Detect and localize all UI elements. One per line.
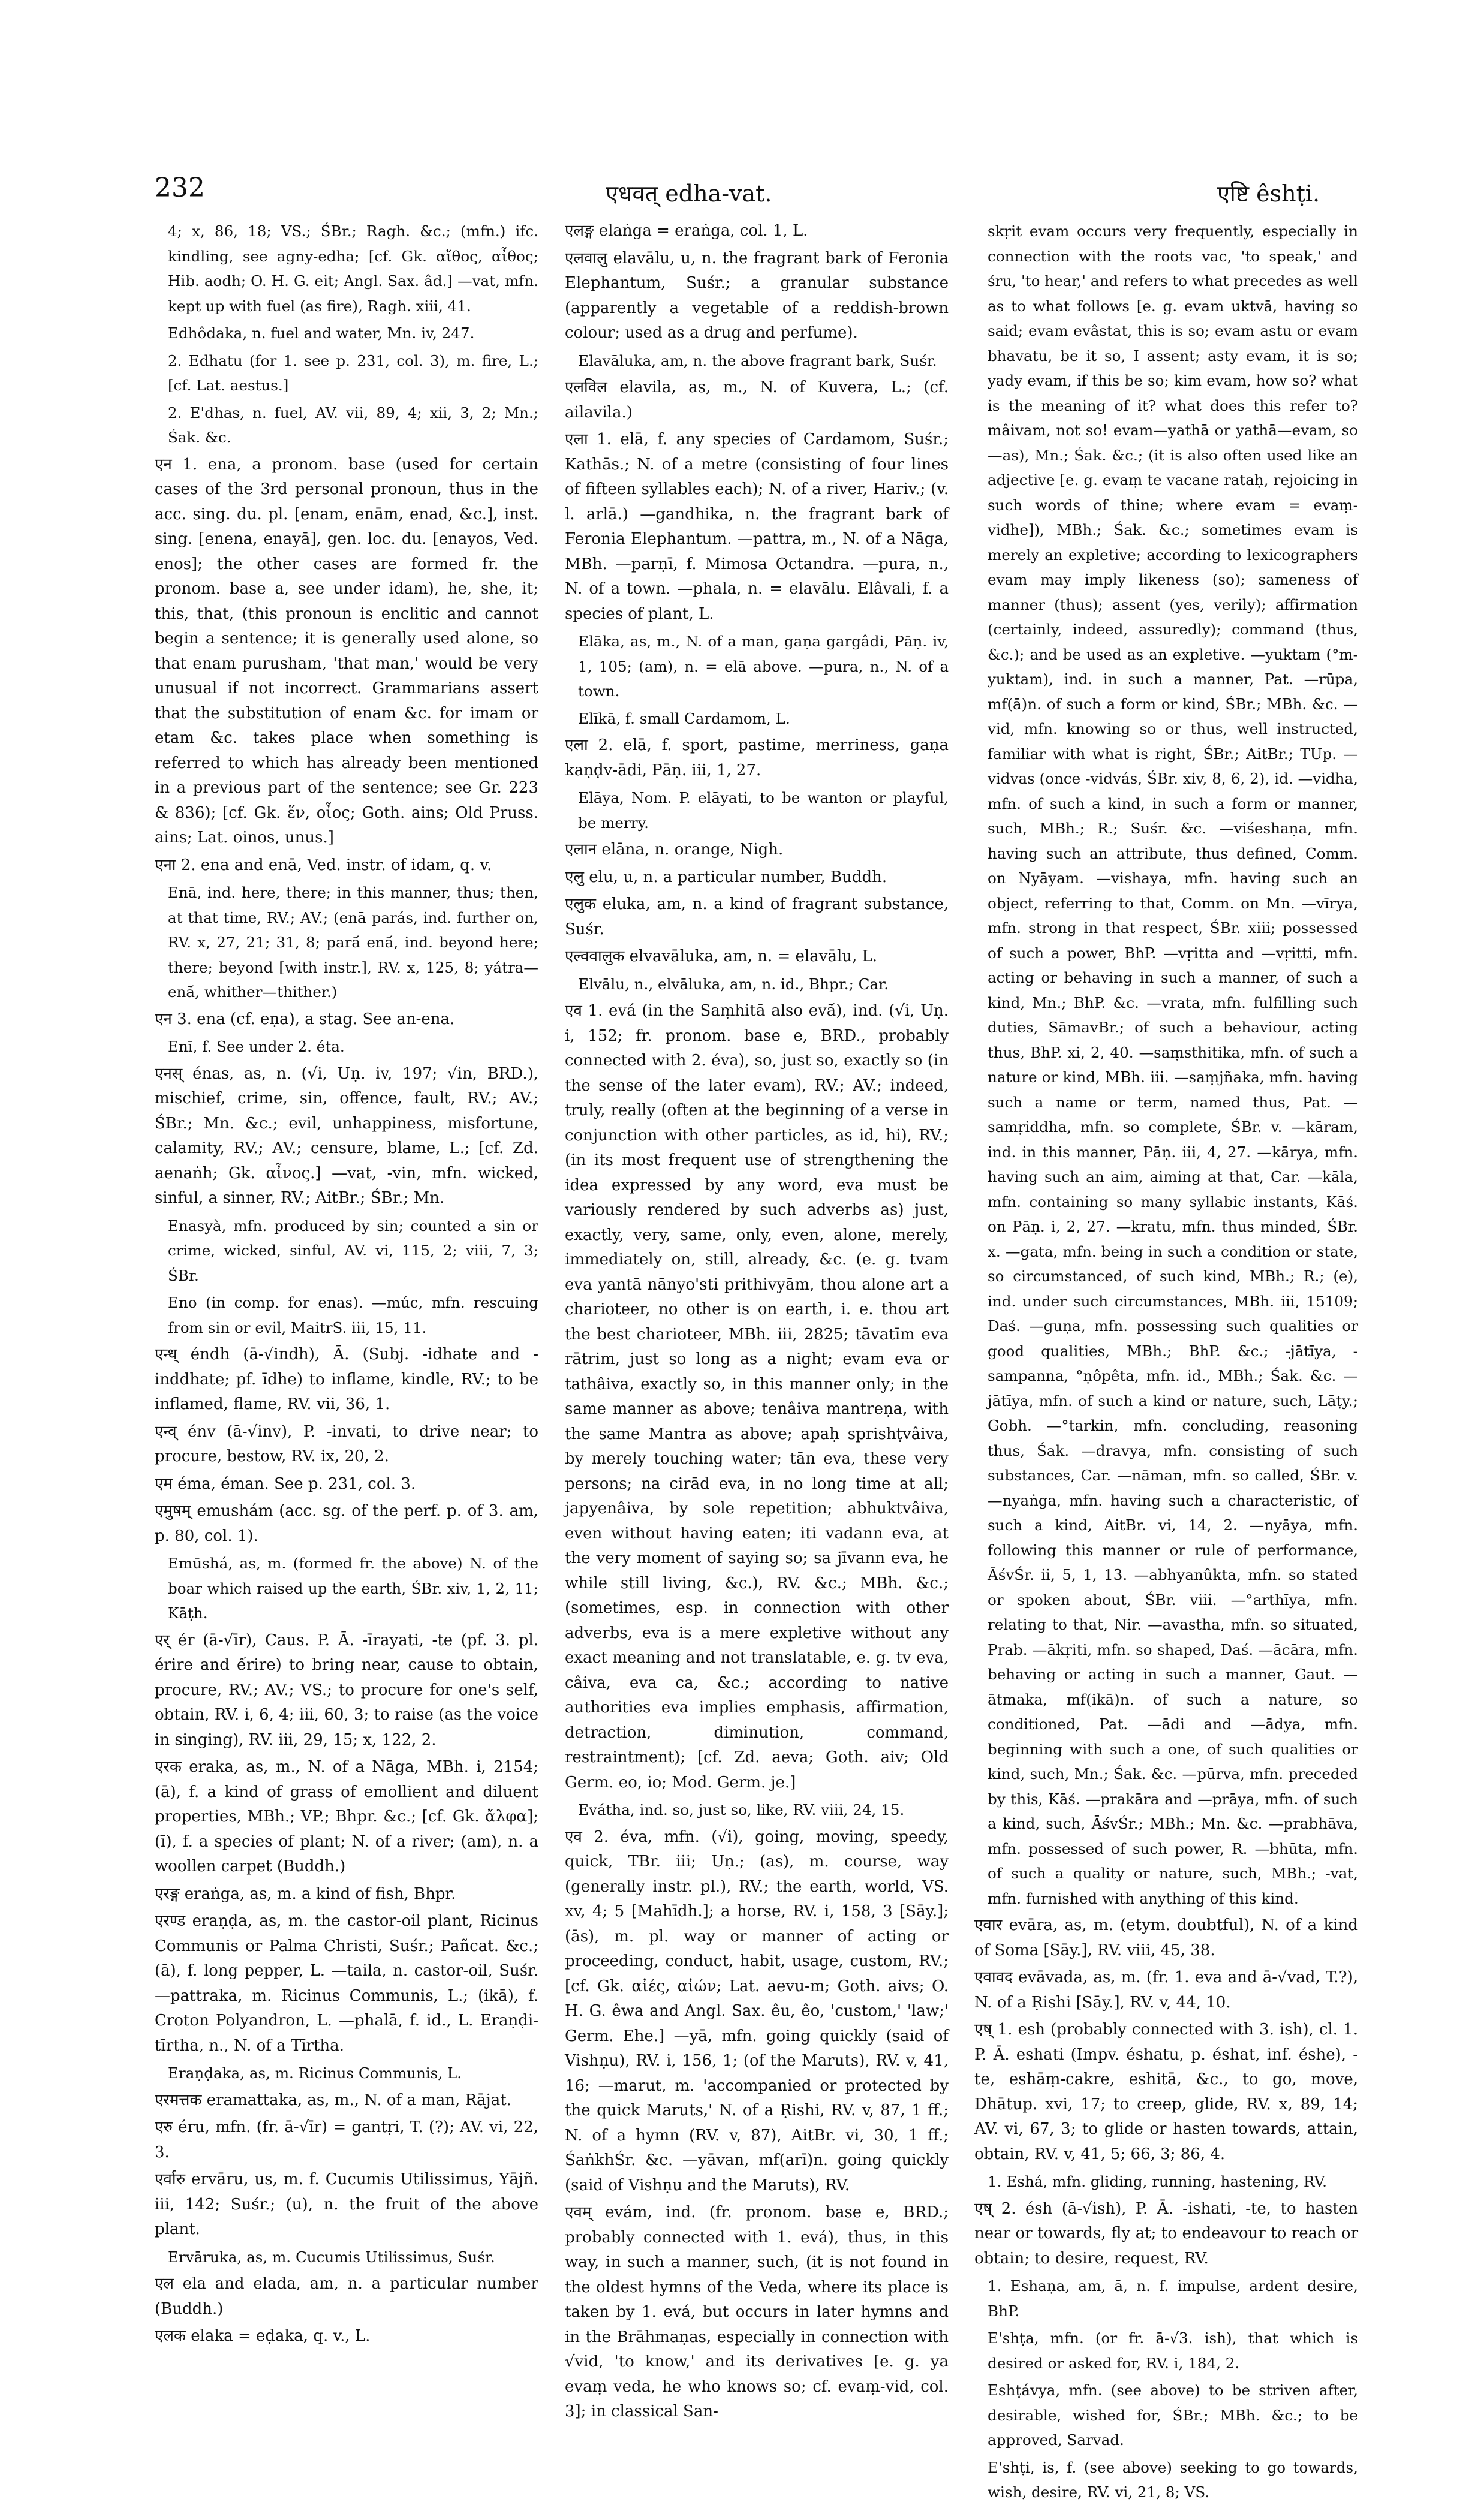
dictionary-entry: Ervāruka, as, m. Cucumis Utilissimus, Suśr.: [168, 2248, 495, 2266]
dictionary-entry: skṛit evam occurs very frequently, especially in connection with the roots vac, 'to speak,' and śru, 'to hear,' and refers to what precedes as well as to what follows [e. g. evam uktvā, having so said; evam evâstat, this is so; evam astu or evam bhavatu, be it so, I assent; asty evam, it is so; yady evam, if this be so; kim evam, how so? what is the meaning of it? what does this refer to? mâivam, not so! evam—yathā or yathā—evam, so—as), Mn.; Śak. &c.; (it is also often used like an adjective [e. g. evaṃ te vacane rataḥ, rejoicing in such words of thine; where evam = evaṃ-vidhe]), MBh.; Śak. &c.; sometimes evam is merely an expletive; according to lexicographers evam may imply likeness (so); sameness of manner (thus); assent (yes, verily); affirmation (certainly, indeed, assuredly); command (thus, &c.); and be used as an expletive. —yuktam (°m-yuktam), ind. in such a manner, Pat. —rūpa, mf(ā)n. of such a form or kind, ŚBr.; MBh. &c. —vid, mfn. knowing so or thus, well instructed, familiar with what is right, ŚBr.; AitBr.; TUp. —vidvas (once -vidvás, ŚBr. xiv, 8, 6, 2), id. —vidha, mfn. of such a kind, in such a form or manner, such, MBh.; R.; Suśr. &c. —viśeshaṇa, mfn. having such an attribute, thus defined, Comm. on Nyāyam. —vishaya, mfn. having such an object, referring to that, Comm. on Mn. —vīrya, mfn. strong in that respect, ŚBr. xiii; possessed of such a power, BhP. —vṛitta and —vṛitti, mfn. acting or behaving in such a manner, of such a kind, Mn.; BhP. &c. —vrata, mfn. fulfilling such duties, SāmavBr.; of such a behaviour, acting thus, BhP. xi, 2, 40. —saṃsthitika, mfn. of such a nature or kind, MBh. iii. —saṃjñaka, mfn. having such a name or term, named thus, Pat. —samṛiddha, mfn. so complete, ŚBr. v. —kāram, ind. in this manner, Pāṇ. iii, 4, 27. —kārya, mfn. having such an aim, aiming at that, Car. —kāla, mfn. containing so many syllabic instants, Kāś. on Pāṇ. i, 2, 27. —kratu, mfn. thus minded, ŚBr. x. —gata, mfn. being in such a condition or state, so circumstanced, of such kind, MBh.; R.; (e), ind. under such circumstances, MBh. iii, 15109; Daś. —guṇa, mfn. possessing such qualities or good qualities, MBh.; BhP. &c.; -jātīya, -sampanna, °ṇôpêta, mfn. id., MBh.; Śak. &c. —jātīya, mfn. of such a kind or nature, such, Lāṭy.; Gobh. —°tarkin, mfn. concluding, reasoning thus, Śak. —dravya, mfn. consisting of such substances, Car. —nāman, mfn. so called, ŚBr. v. —nyaṅga, mfn. having such a characteristic, of such a kind, AitBr. vi, 14, 2. —nyāya, mfn. following this manner or rule of performance, ĀśvŚr. ii, 5, 1, 13. —abhyanûkta, mfn. so stated or spoken about, ŚBr. viii. —°arthīya, mfn. relating to that, Nir. —avastha, mfn. so situated, Prab. —ākṛiti, mfn. so shaped, Daś. —ācāra, mfn. behaving or acting in such a manner, Gaut. —ātmaka, mf(ikā)n. of such a nature, so conditioned, Pat. —ādi and —ādya, mfn. beginning with such a one, of such qualities or kind, such, Mn.; Śak. &c. —pūrva, mfn. preceded by this, Kāś. —prakāra and —prāya, mfn. of such a kind, such, ĀśvŚr.; MBh.; Mn. &c. —prabhāva, mfn. possessed of such power, R. —bhūta, mfn. of such a quality or nature, such, MBh.; -vat, mfn. furnished with anything of this kind.: [988, 222, 1358, 1907]
column-3: [974, 219, 1358, 2501]
dictionary-entry: Elavāluka, am, n. the above fragrant bark, Suśr.: [578, 351, 937, 369]
right-headword: एष्टि êshṭi.: [1217, 180, 1320, 207]
dictionary-entry: Evátha, ind. so, just so, like, RV. viii, 24, 15.: [578, 1801, 905, 1818]
dictionary-entry: 4; x, 86, 18; VS.; ŚBr.; Ragh. &c.; (mfn.) ifc. kindling, see agny-edha; [cf. Gk. αἴθος, αἶθος; Hib. aodh; O. H. G. eit; Angl. Sax. âd.] —vat, mfn. kept up with fuel (as fire), Ragh. xiii, 41.: [168, 222, 538, 315]
dictionary-entry: एर्वारु ervāru, us, m. f. Cucumis Utilissimus, Yājñ. iii, 142; Suśr.; (u), n. the fruit of the above plant.: [155, 2170, 538, 2238]
dictionary-entry: एलङ्ग elaṅga = eraṅga, col. 1, L.: [565, 222, 808, 240]
dictionary-entry: Eraṇḍaka, as, m. Ricinus Communis, L.: [168, 2064, 462, 2082]
dictionary-entry: एव 2. éva, mfn. (√i), going, moving, speedy, quick, TBr. iii; Uṇ.; (as), m. course, way (generally instr. pl.), RV.; the earth, world, VS. xv, 4; 5 [Mahīdh.]; a horse, RV. i, 158, 3 [Sāy.]; (ās), m. pl. way or manner of acting or proceeding, conduct, habit, usage, custom, RV.; [cf. Gk. αἰές, αἰών; Lat. aevu-m; Goth. aivs; O. H. G. êwa and Angl. Sax. êu, êo, 'custom,' 'law;' Germ. Ehe.] —yā, mfn. going quickly (said of Vishṇu), RV. i, 156, 1; (of the Maruts), RV. v, 41, 16; —marut, m. 'accompanied or protected by the quick Maruts,' N. of a Ṛishi, RV. v, 87, 1 ff.; N. of a hymn (RV. v, 87), AitBr. vi, 30, 1 ff.; ŚaṅkhŚr. &c. —yāvan, mf(arī)n. going quickly (said of Vishṇu and the Maruts), RV.: [565, 1827, 949, 2194]
dictionary-entry: एव 1. evá (in the Saṃhitā also evā́), ind. (√i, Uṇ. i, 152; fr. pronom. base e, BRD., probably connected with 2. éva), so, just so, exactly so (in the sense of the later evam), RV.; AV.; indeed, truly, really (often at the beginning of a verse in conjunction with other particles, as id, hi), RV.; (in its most frequent use of strengthening the idea expressed by any word, eva must be variously rendered by such adverbs as) just, exactly, very, same, only, even, alone, merely, immediately on, still, already, &c. (e. g. tvam eva yantā nānyo'sti prithivyām, thou alone art a charioteer, no other is on earth, i. e. thou art the best charioteer, MBh. iii, 2825; tāvatīm eva rātrim, just so long as a night; evam eva or tathâiva, exactly so, in this manner only; in the same manner as above; tenâiva mantreṇa, with the same Mantra as above; apaḥ sprishṭvâiva, by merely touching water; tān eva, these very persons; na cirād eva, in no long time at all; japyenâiva, by sole repetition; abhuktvâiva, even without having eaten; iti vadann eva, at the very moment of saying so; sa jīvann eva, he while still living, &c.), RV. &c.; MBh. &c.; (sometimes, esp. in connection with other adverbs, eva is a mere expletive without any exact meaning and not translatable, e. g. tv eva, câiva, eva ca, &c.; according to native authorities eva implies emphasis, affirmation, detraction, diminution, command, restraintment); [cf. Zd. aeva; Goth. aiv; Old Germ. eo, io; Mod. Germ. je.]: [565, 1002, 949, 1792]
dictionary-entry: एलान elāna, n. orange, Nigh.: [565, 841, 784, 859]
dictionary-entry: एमुषम् emushám (acc. sg. of the perf. p. of 3. am, p. 80, col. 1).: [155, 1502, 538, 1545]
dictionary-entry: एल ela and elada, am, n. a particular number (Buddh.): [155, 2275, 538, 2318]
dictionary-entry: एम éma, éman. See p. 231, col. 3.: [155, 1474, 416, 1493]
dictionary-entry: एरमत्तक eramattaka, as, m., N. of a man, Rājat.: [155, 2091, 511, 2109]
page-number: 232: [155, 173, 205, 203]
dictionary-entry: एला 1. elā, f. any species of Cardamom, Suśr.; Kathās.; N. of a metre (consisting of four lines of fifteen syllables each); N. of a river, Hariv.; (v. l. arlā.) —gandhika, n. the fragrant bark of Feronia Elephantum. —pattra, m., N. of a Nāga, MBh. —parṇī, f. Mimosa Octandra. —pura, n., N. of a town. —phala, n. = elavālu. Elâvali, f. a species of plant, L.: [565, 430, 949, 623]
dictionary-entry: Elāya, Nom. P. elāyati, to be wanton or playful, be merry.: [578, 789, 949, 832]
dictionary-entry: Elīkā, f. small Cardamom, L.: [578, 709, 790, 727]
dictionary-entry: एरङ्ग eraṅga, as, m. a kind of fish, Bhpr.: [155, 1884, 456, 1903]
dictionary-entry: एलविल elavila, as, m., N. of Kuvera, L.; (cf. ailavila.): [565, 378, 949, 421]
dictionary-entry: एन्व् énv (ā-√inv), P. -invati, to drive near; to procure, bestow, RV. ix, 20, 2.: [155, 1422, 538, 1465]
dictionary-entry: एना 2. ena and enā, Ved. instr. of idam, q. v.: [155, 856, 492, 874]
dictionary-entry: एन 1. ena, a pronom. base (used for certain cases of the 3rd personal pronoun, thus in the acc. sing. du. pl. [enam, enām, enad, &c.], inst. sing. [enena, enayā], gen. loc. du. [enayos, Ved. enos]; the other cases are formed fr. the pronom. base a, see under idam), he, she, it; this, that, (this pronoun is enclitic and cannot begin a sentence; it is generally used alone, so that enam purusham, 'that man,' would be very unusual if not incorrect. Grammarians assert that the substitution of enam &c. for imam or etam &c. takes place when something is referred to which has already been mentioned in a previous part of the sentence; see Gr. 223 & 836); [cf. Gk. ἕν, οἶος; Goth. ains; Old Pruss. ains; Lat. oinos, unus.]: [155, 455, 538, 847]
dictionary-entry: 1. Eshaṇa, am, ā, n. f. impulse, ardent desire, BhP.: [988, 2277, 1358, 2320]
dictionary-entry: Elvālu, n., elvāluka, am, n. id., Bhpr.; Car.: [578, 975, 889, 993]
dictionary-entry: एलुक eluka, am, n. a kind of fragrant substance, Suśr.: [565, 895, 949, 938]
dictionary-entry: एर् ér (ā-√īr), Caus. P. Ā. -īrayati, -te (pf. 3. pl. érire and ếrire) to bring near, cause to obtain, procure, RV.; AV.; VS.; to procure for one's self, obtain, RV. i, 6, 4; iii, 60, 3; to raise (as the voice in singing), RV. iii, 29, 15; x, 122, 2.: [155, 1631, 538, 1749]
dictionary-entry: एवावद evāvada, as, m. (fr. 1. eva and ā-√vad, T.?), N. of a Ṛishi [Sāy.], RV. v, 44, 10.: [974, 1968, 1358, 2012]
dictionary-entry: एलवालु elavālu, u, n. the fragrant bark of Feronia Elephantum, Suśr.; a granular substance (apparently a vegetable of a reddish-brown colour; used as a drug and perfume).: [565, 249, 949, 342]
dictionary-entry: एष् 2. ésh (ā-√ish), P. Ā. -ishati, -te, to hasten near or towards, fly at; to endeavour to reach or obtain; to desire, request, RV.: [974, 2199, 1358, 2268]
dictionary-entry: Eshṭávya, mfn. (see above) to be striven after, desirable, wished for, ŚBr.; MBh. &c.; to be approved, Sarvad.: [988, 2381, 1358, 2449]
dictionary-entry: Enī, f. See under 2. éta.: [168, 1038, 345, 1055]
dictionary-entry: Enā, ind. here, there; in this manner, thus; then, at that time, RV.; AV.; (enā parás, ind. further on, RV. x, 27, 21; 31, 8; parā́ enā́, ind. beyond here; there; beyond [with instr.], RV. x, 125, 8; yátra—enā́, whither—thither.): [168, 884, 538, 1001]
column-1: [155, 219, 538, 2345]
dictionary-entry: एलु elu, u, n. a particular number, Buddh.: [565, 868, 887, 886]
dictionary-entry: एल्ववालुक elvavāluka, am, n. = elavālu, L.: [565, 947, 878, 965]
dictionary-entry: Emūshá, as, m. (formed fr. the above) N. of the boar which raised up the earth, ŚBr. xiv, 1, 2, 11; Kāṭh.: [168, 1555, 538, 1622]
dictionary-entry: एन 3. ena (cf. eṇa), a stag. See an-ena.: [155, 1010, 455, 1028]
dictionary-entry: Elāka, as, m., N. of a man, gaṇa gargâdi, Pāṇ. iv, 1, 105; (am), n. = elā above. —pura, n., N. of a town.: [578, 633, 949, 700]
dictionary-entry: एवार evāra, as, m. (etym. doubtful), N. of a kind of Soma [Sāy.], RV. viii, 45, 38.: [974, 1916, 1358, 1959]
dictionary-entry: 1. Eshá, mfn. gliding, running, hastening, RV.: [988, 2173, 1327, 2190]
column-2: [565, 219, 949, 2420]
dictionary-entry: 2. Edhatu (for 1. see p. 231, col. 3), m. fire, L.; [cf. Lat. aestus.]: [168, 351, 538, 394]
dictionary-entry: एलक elaka = eḍaka, q. v., L.: [155, 2327, 371, 2345]
dictionary-entry: E'shṭa, mfn. (or fr. ā-√3. ish), that which is desired or asked for, RV. i, 184, 2.: [988, 2329, 1358, 2372]
dictionary-entry: एन्ध् éndh (ā-√indh), Ā. (Subj. -idhate and -inddhate; pf. īdhe) to inflame, kindle, RV.; to be inflamed, flame, RV. vii, 36, 1.: [155, 1345, 538, 1413]
dictionary-entry: एरु éru, mfn. (fr. ā-√īr) = gantṛi, T. (?); AV. vi, 22, 3.: [155, 2118, 538, 2161]
dictionary-entry: एनस् énas, as, n. (√i, Uṇ. iv, 197; √in, BRD.), mischief, crime, sin, offence, fault, RV.; AV.; ŚBr.; Mn. &c.; evil, unhappiness, misfortune, calamity, RV.; AV.; censure, blame, L.; [cf. Zd. aenaṅh; Gk. αἶνος.] —vat, -vin, mfn. wicked, sinful, a sinner, RV.; AitBr.; ŚBr.; Mn.: [155, 1064, 538, 1207]
dictionary-entry: एवम् evám, ind. (fr. pronom. base e, BRD.; probably connected with 1. evá), thus, in this way, in such a manner, such, (it is not found in the oldest hymns of the Veda, where its place is taken by 1. evá, but occurs in later hymns and in the Brāhmaṇas, especially in connection with √vid, 'to know,' and its derivatives [e. g. ya evaṃ veda, he who knows so; cf. evaṃ-vid, col. 3]; in classical San-: [565, 2203, 949, 2420]
dictionary-entry: एरण्ड eraṇḍa, as, m. the castor-oil plant, Ricinus Communis or Palma Christi, Suśr.; Pañcat. &c.; (ā), f. long pepper, L. —taila, n. castor-oil, Suśr. —pattraka, m. Ricinus Communis, L.; (ikā), f. Croton Polyandron, L. —phalā, f. id., L. Eraṇḍi-tīrtha, n., N. of a Tīrtha.: [155, 1912, 538, 2055]
dictionary-entry: एरक eraka, as, m., N. of a Nāga, MBh. i, 2154; (ā), f. a kind of grass of emollient and diluent properties, MBh.; VP.; Bhpr. &c.; [cf. Gk. ἄλφα]; (ī), f. a species of plant; N. of a river; (am), n. a woollen carpet (Buddh.): [155, 1758, 538, 1875]
dictionary-entry: 2. E'dhas, n. fuel, AV. vii, 89, 4; xii, 3, 2; Mn.; Śak. &c.: [168, 404, 538, 446]
dictionary-entry: Enasyà, mfn. produced by sin; counted a sin or crime, wicked, sinful, AV. vi, 115, 2; viii, 7, 3; ŚBr.: [168, 1217, 538, 1284]
dictionary-entry: E'shṭi, is, f. (see above) seeking to go towards, wish, desire, RV. vi, 21, 8; VS.: [988, 2458, 1358, 2501]
running-header: [138, 173, 1343, 215]
left-headword: एधवत् edha-vat.: [606, 180, 772, 207]
dictionary-entry: Eno (in comp. for enas). —múc, mfn. rescuing from sin or evil, MaitrS. iii, 15, 11.: [168, 1294, 538, 1336]
dictionary-entry: एला 2. elā, f. sport, pastime, merriness, gaṇa kaṇḍv-ādi, Pāṇ. iii, 1, 27.: [565, 736, 949, 779]
dictionary-entry: Edhôdaka, n. fuel and water, Mn. iv, 247.: [168, 324, 475, 342]
dictionary-entry: एष् 1. esh (probably connected with 3. ish), cl. 1. P. Ā. eshati (Impv. éshatu, p. éshat, inf. éshe), -te, eshāṃ-cakre, eshitā, &c., to go, move, Dhātup. xvi, 17; to creep, glide, RV. x, 89, 14; AV. vi, 67, 3; to glide or hasten towards, attain, obtain, RV. v, 41, 5; 66, 3; 86, 4.: [974, 2021, 1358, 2163]
